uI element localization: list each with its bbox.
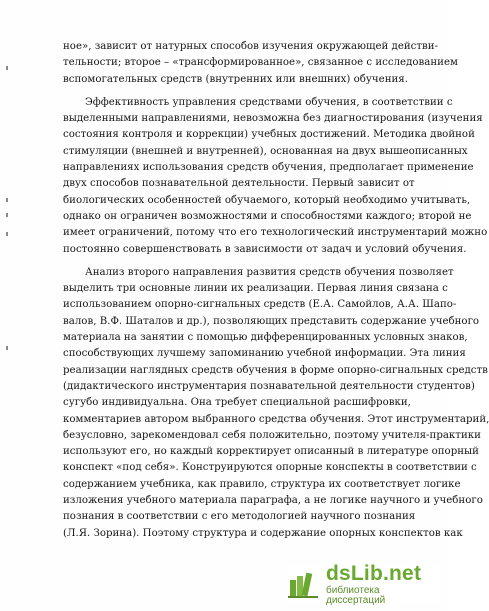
books-logo-icon — [288, 570, 322, 598]
text-line: тельности; второе – «трансформированное», связанное с исследованием — [63, 57, 458, 69]
paragraph-start: Эффективность управления средствами обучения, в соответствии с — [85, 96, 453, 108]
text-line: сугубо индивидуальна. Она требует специальной расшифровки, — [63, 397, 411, 409]
text-line: постоянно совершенствовать в зависимости от задач и условий обучения. — [63, 243, 467, 255]
text-line: использованием опорно-сигнальных средств (Е.А. Самойлов, А.А. Шапо- — [63, 299, 457, 311]
body-text — [63, 39, 489, 542]
text-line: содержанием учебника, как правило, структура их соответствует логике — [63, 478, 461, 490]
text-line: используют его, но каждый корректирует описанный в литературе опорный — [63, 446, 479, 458]
text-line: состояния контроля и коррекции) учебных достижений. Методика двойной — [63, 129, 475, 141]
text-line: стимуляции (внешней и внутренней), основанная на двух вышеописанных — [63, 145, 468, 157]
text-line: конспект «под себя». Конструируются опорные конспекты в соответствии с — [63, 462, 477, 474]
text-line: (дидактического инструментария познавательной деятельности студентов) — [63, 380, 475, 392]
text-line: (Л.Я. Зорина). Поэтому структура и содержание опорных конспектов как — [63, 527, 463, 539]
text-line: материала на занятии с помощью дифференцированных условных знаков, — [63, 332, 468, 344]
margin-mark — [6, 198, 8, 202]
margin-mark — [6, 213, 8, 217]
text-line: двух способов познавательной деятельности. Первый зависит от — [63, 178, 415, 190]
text-line: способствующих лучшему запоминанию учебной информации. Эта линия — [63, 348, 466, 360]
text-line: выделенными направлениями, невозможна без диагностирования (изучения — [63, 113, 483, 125]
text-line: безусловно, зарекомендовал себя положительно, поэтому учителя-практики — [63, 429, 481, 441]
text-line: комментариев автором выбранного средства обучения. Этот инструментарий, — [63, 413, 489, 425]
text-line: выделить три основные линии их реализации. Первая линия связана с — [63, 283, 448, 295]
text-line: биологических особенностей обучаемого, который необходимо учитывать, — [63, 194, 471, 206]
text-line: ное», зависит от натурных способов изучения окружающей действи- — [63, 41, 439, 52]
text-line: валов, В.Ф. Шаталов и др.), позволяющих представить содержание учебного — [63, 315, 480, 327]
text-line: однако он ограничен возможностями и способностями каждого; второй не — [63, 210, 472, 222]
paragraph-start: Анализ второго направления развития средств обучения позволяет — [85, 266, 454, 278]
watermark — [288, 561, 438, 606]
text-line: реализации наглядных средств обучения в форме опорно-сигнальных средств — [63, 364, 488, 376]
margin-mark — [6, 66, 8, 70]
text-line: имеет ограничений, потому что его технологический инструментарий можно — [63, 227, 488, 239]
margin-mark — [6, 232, 8, 236]
text-line: вспомогательных средств (внутренних или внешних) обучения. — [63, 73, 408, 85]
watermark-title: dsLib.net — [326, 561, 422, 585]
text-line: изложения учебного материала параграфа, а не логике научного и учебного — [63, 495, 483, 507]
watermark-subtitle: библиотека диссертаций — [326, 584, 386, 606]
margin-mark — [6, 346, 8, 350]
text-line: направлениях использования средств обучения, предполагает применение — [63, 162, 474, 174]
text-line: познания в соответствии с его методологией научного познания — [63, 511, 416, 523]
